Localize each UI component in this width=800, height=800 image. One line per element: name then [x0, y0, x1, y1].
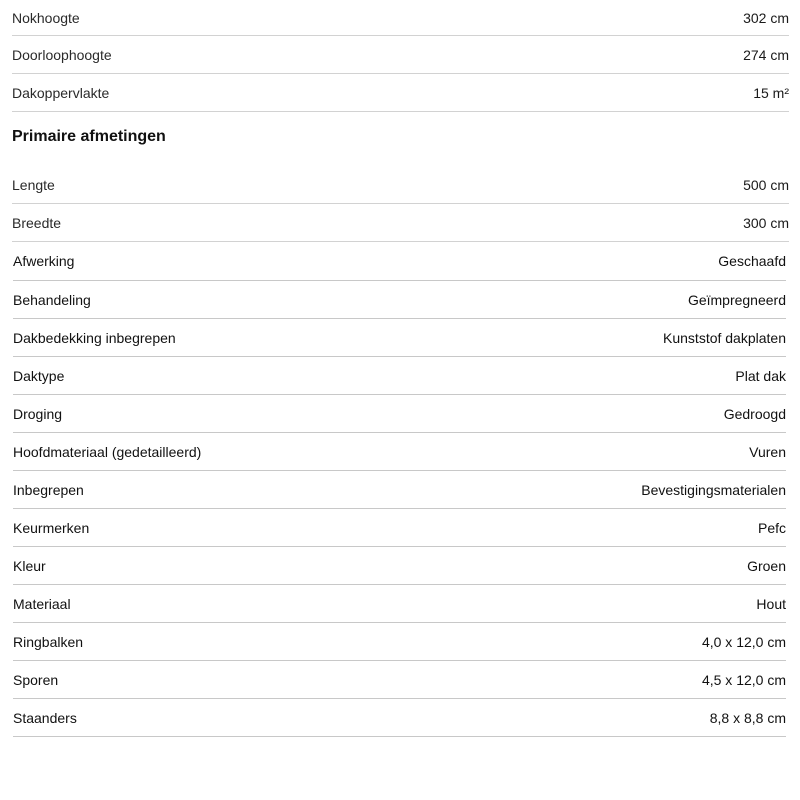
- spec-label: Breedte: [12, 214, 62, 231]
- spec-row-breedte: [12, 204, 789, 242]
- spec-label: Sporen: [13, 671, 59, 688]
- spec-row-dakbedekking: [13, 319, 786, 357]
- spec-row-sporen: [13, 661, 786, 699]
- spec-label: Droging: [13, 405, 63, 422]
- spec-value: Hout: [756, 595, 786, 612]
- spec-label: Ringbalken: [13, 633, 84, 650]
- spec-value: Pefc: [757, 519, 786, 536]
- spec-row-afwerking: [13, 242, 786, 281]
- spec-value: Vuren: [749, 443, 786, 460]
- spec-row-doorloophoogte: [12, 36, 789, 74]
- spec-row-kleur: [13, 547, 786, 585]
- spec-value: Bevestigingsmaterialen: [641, 481, 786, 498]
- spec-label: Lengte: [12, 176, 55, 193]
- spec-value: 15 m²: [753, 84, 789, 101]
- spec-value: Kunststof dakplaten: [663, 329, 786, 346]
- spec-row-daktype: [13, 357, 786, 395]
- spec-row-keurmerken: [13, 509, 786, 547]
- spec-value: Gedroogd: [723, 405, 786, 422]
- spec-label: Daktype: [13, 367, 65, 384]
- spec-value: 302 cm: [743, 9, 789, 26]
- spec-row-lengte: [12, 166, 789, 204]
- top-specs-list: [12, 0, 789, 112]
- spec-row-nokhoogte: [12, 0, 789, 36]
- spec-value: Plat dak: [735, 367, 786, 384]
- spec-value: 8,8 x 8,8 cm: [709, 709, 786, 726]
- spec-row-dakoppervlakte: [12, 74, 789, 112]
- spec-row-materiaal: [13, 585, 786, 623]
- primary-dimensions-list: [12, 166, 789, 242]
- spec-value: Geschaafd: [718, 253, 786, 269]
- spec-label: Dakbedekking inbegrepen: [13, 329, 176, 346]
- spec-value: 274 cm: [743, 46, 789, 63]
- spec-row-ringbalken: [13, 623, 786, 661]
- spec-label: Keurmerken: [13, 519, 90, 536]
- spec-label: Staanders: [13, 709, 77, 726]
- spec-label: Kleur: [13, 557, 46, 574]
- spec-value: 500 cm: [743, 176, 789, 193]
- spec-value: Geïmpregneerd: [687, 291, 786, 308]
- spec-value: 4,5 x 12,0 cm: [701, 671, 786, 688]
- spec-row-hoofdmateriaal: [13, 433, 786, 471]
- spec-label: Hoofdmateriaal (gedetailleerd): [13, 443, 202, 460]
- spec-label: Doorloophoogte: [12, 46, 112, 63]
- spec-label: Behandeling: [13, 291, 91, 308]
- spec-label: Materiaal: [13, 595, 71, 612]
- section-title-primaire-afmetingen: Primaire afmetingen: [12, 128, 166, 145]
- detail-specs-list: [13, 242, 786, 737]
- spec-label: Afwerking: [13, 253, 75, 269]
- spec-row-behandeling: [13, 281, 786, 319]
- spec-row-staanders: [13, 699, 786, 737]
- spec-label: Inbegrepen: [13, 481, 84, 498]
- spec-row-inbegrepen: [13, 471, 786, 509]
- spec-label: Dakoppervlakte: [12, 84, 110, 101]
- spec-label: Nokhoogte: [12, 9, 80, 26]
- spec-value: 300 cm: [743, 214, 789, 231]
- spec-row-droging: [13, 395, 786, 433]
- spec-value: 4,0 x 12,0 cm: [701, 633, 786, 650]
- spec-value: Groen: [747, 557, 786, 574]
